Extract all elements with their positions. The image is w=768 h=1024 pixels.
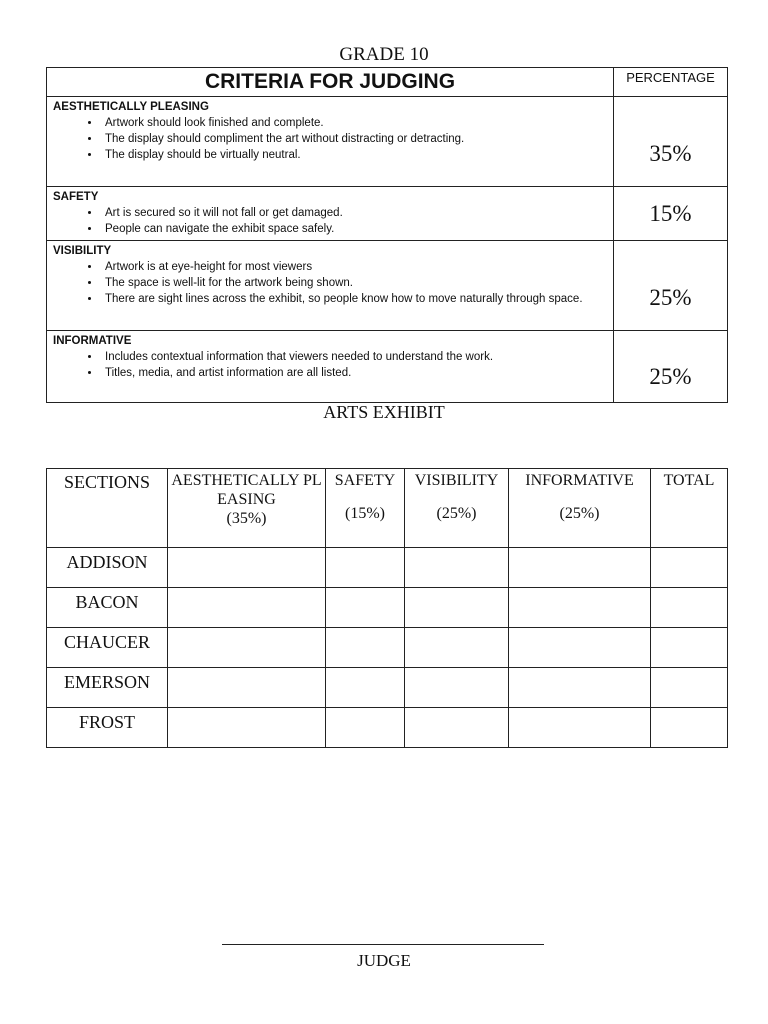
criterion-row-visibility [47, 241, 728, 331]
score-cell-aesthetic[interactable] [168, 548, 326, 588]
header-aesthetic-percent: (35%) [226, 510, 267, 527]
header-visibility [405, 469, 509, 548]
score-cell-total[interactable] [651, 548, 728, 588]
section-name: FROST [47, 708, 168, 748]
section-name: EMERSON [47, 668, 168, 708]
criterion-title: AESTHETICALLY PLEASING [53, 101, 209, 113]
criterion-item: • Titles, media, and artist information are all listed. [101, 365, 613, 381]
score-cell-total[interactable] [651, 708, 728, 748]
score-cell-aesthetic[interactable] [168, 668, 326, 708]
score-cell-informative[interactable] [509, 548, 651, 588]
criterion-visibility [47, 241, 614, 331]
header-aesthetic-label: AESTHETICALLY PLEASING [171, 472, 322, 508]
score-cell-informative[interactable] [509, 588, 651, 628]
header-aesthetic [168, 469, 326, 548]
score-cell-safety[interactable] [326, 708, 405, 748]
section-row [47, 548, 728, 588]
criteria-header-row [47, 68, 728, 97]
header-informative-label: INFORMATIVE [525, 472, 634, 489]
criterion-percent: 25% [614, 241, 728, 331]
criterion-item: • The display should compliment the art without distracting or detracting. [101, 131, 613, 147]
header-visibility-percent: (25%) [436, 505, 477, 522]
score-table [46, 468, 728, 748]
header-safety-label: SAFETY [334, 472, 396, 489]
score-cell-visibility[interactable] [405, 548, 509, 588]
criterion-percent: 35% [614, 97, 728, 187]
header-total: TOTAL [651, 469, 728, 548]
section-row [47, 588, 728, 628]
score-cell-visibility[interactable] [405, 588, 509, 628]
header-visibility-label: VISIBILITY [414, 472, 499, 489]
score-cell-visibility[interactable] [405, 708, 509, 748]
score-cell-aesthetic[interactable] [168, 628, 326, 668]
criterion-title: VISIBILITY [53, 245, 112, 257]
percentage-heading: PERCENTAGE [614, 68, 728, 97]
score-cell-total[interactable] [651, 668, 728, 708]
section-name: CHAUCER [47, 628, 168, 668]
section-row [47, 668, 728, 708]
arts-exhibit-title: ARTS EXHIBIT [323, 402, 445, 422]
criterion-title: INFORMATIVE [53, 335, 132, 347]
score-cell-safety[interactable] [326, 588, 405, 628]
criterion-row-informative [47, 331, 728, 403]
section-name: ADDISON [47, 548, 168, 588]
score-cell-visibility[interactable] [405, 668, 509, 708]
header-safety [326, 469, 405, 548]
criterion-title: SAFETY [53, 191, 99, 203]
criterion-list [53, 349, 613, 381]
criteria-heading: CRITERIA FOR JUDGING [47, 68, 614, 97]
criterion-row-aesthetic [47, 97, 728, 187]
criterion-list [53, 259, 613, 307]
score-cell-safety[interactable] [326, 668, 405, 708]
criterion-item: • Artwork should look finished and complete. [101, 115, 613, 131]
score-cell-total[interactable] [651, 628, 728, 668]
score-cell-aesthetic[interactable] [168, 588, 326, 628]
section-name: BACON [47, 588, 168, 628]
criteria-table [46, 67, 728, 403]
criterion-informative [47, 331, 614, 403]
criterion-item: • Includes contextual information that viewers needed to understand the work. [101, 349, 613, 365]
judge-label: JUDGE [357, 951, 411, 970]
section-row [47, 708, 728, 748]
score-cell-informative[interactable] [509, 668, 651, 708]
criterion-list [53, 115, 613, 163]
criterion-item: • The display should be virtually neutral. [101, 147, 613, 163]
criterion-list [53, 205, 613, 237]
score-cell-aesthetic[interactable] [168, 708, 326, 748]
criterion-item: • The space is well-lit for the artwork being shown. [101, 275, 613, 291]
score-cell-visibility[interactable] [405, 628, 509, 668]
criterion-row-safety [47, 187, 728, 241]
criterion-safety [47, 187, 614, 241]
criterion-item: • People can navigate the exhibit space safely. [101, 221, 613, 237]
judge-signature-line[interactable] [222, 944, 544, 945]
score-cell-informative[interactable] [509, 628, 651, 668]
header-safety-percent: (15%) [345, 505, 385, 522]
grade-title: GRADE 10 [339, 44, 429, 65]
header-sections: SECTIONS [47, 469, 168, 548]
score-cell-safety[interactable] [326, 628, 405, 668]
criterion-item: • There are sight lines across the exhibit, so people know how to move naturally through space. [101, 291, 613, 307]
criterion-percent: 25% [614, 331, 728, 403]
header-informative-percent: (25%) [559, 505, 600, 522]
criterion-percent: 15% [614, 187, 728, 241]
criterion-item: • Artwork is at eye-height for most viewers [101, 259, 613, 275]
score-header-row [47, 469, 728, 548]
score-cell-informative[interactable] [509, 708, 651, 748]
score-cell-safety[interactable] [326, 548, 405, 588]
criterion-aesthetic [47, 97, 614, 187]
criterion-item: • Art is secured so it will not fall or get damaged. [101, 205, 613, 221]
header-informative [509, 469, 651, 548]
section-row [47, 628, 728, 668]
score-cell-total[interactable] [651, 588, 728, 628]
